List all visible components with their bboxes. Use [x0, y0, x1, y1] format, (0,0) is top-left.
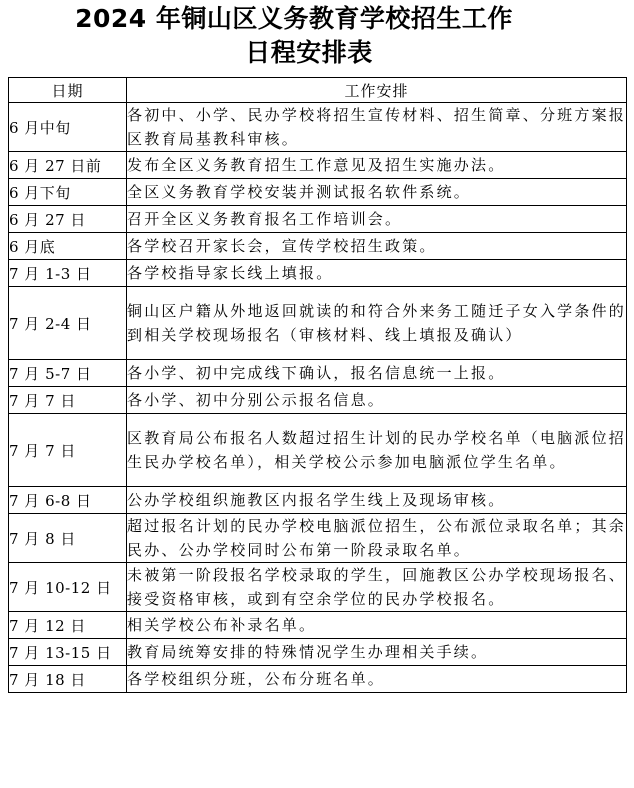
row-task: 各学校召开家长会，宣传学校招生政策。 — [127, 233, 627, 260]
row-date: 7 月 5-7 日 — [9, 360, 127, 387]
table-row — [9, 233, 627, 260]
table-row — [9, 179, 627, 206]
row-task: 未被第一阶段报名学校录取的学生，回施教区公办学校现场报名、接受资格审核，或到有空余学位的民办学校报名。 — [127, 563, 627, 612]
row-date: 7 月 12 日 — [9, 612, 127, 639]
row-task: 各初中、小学、民办学校将招生宣传材料、招生简章、分班方案报区教育局基教科审核。 — [127, 103, 627, 152]
table-row — [9, 612, 627, 639]
row-date: 7 月 18 日 — [9, 666, 127, 693]
row-task: 各学校指导家长线上填报。 — [127, 260, 627, 287]
row-task: 铜山区户籍从外地返回就读的和符合外来务工随迁子女入学条件的到相关学校现场报名（审核材料、线上填报及确认） — [127, 287, 627, 360]
row-task: 相关学校公布补录名单。 — [127, 612, 627, 639]
row-task: 召开全区义务教育报名工作培训会。 — [127, 206, 627, 233]
row-date: 7 月 7 日 — [9, 387, 127, 414]
row-task: 教育局统筹安排的特殊情况学生办理相关手续。 — [127, 639, 627, 666]
schedule-table — [8, 77, 627, 693]
row-task: 公办学校组织施教区内报名学生线上及现场审核。 — [127, 487, 627, 514]
row-date: 7 月 10-12 日 — [9, 563, 127, 612]
row-date: 6 月下旬 — [9, 179, 127, 206]
row-task: 各小学、初中分别公示报名信息。 — [127, 387, 627, 414]
table-row — [9, 206, 627, 233]
table-row — [9, 260, 627, 287]
column-header-date: 日期 — [9, 78, 127, 103]
document-title-line1: 2024 年铜山区义务教育学校招生工作 — [75, 4, 513, 33]
table-row — [9, 414, 627, 487]
table-row — [9, 103, 627, 152]
row-date: 7 月 13-15 日 — [9, 639, 127, 666]
row-task: 区教育局公布报名人数超过招生计划的民办学校名单（电脑派位招生民办学校名单），相关学校公示参加电脑派位学生名单。 — [127, 414, 627, 487]
table-row — [9, 287, 627, 360]
row-date: 7 月 1-3 日 — [9, 260, 127, 287]
table-header-row — [9, 78, 627, 103]
table-row — [9, 563, 627, 612]
table-row — [9, 514, 627, 563]
row-date: 7 月 2-4 日 — [9, 287, 127, 360]
row-date: 6 月 27 日前 — [9, 152, 127, 179]
row-date: 7 月 6-8 日 — [9, 487, 127, 514]
row-task: 超过报名计划的民办学校电脑派位招生，公布派位录取名单；其余民办、公办学校同时公布第一阶段录取名单。 — [127, 514, 627, 563]
row-task: 各小学、初中完成线下确认，报名信息统一上报。 — [127, 360, 627, 387]
table-row — [9, 152, 627, 179]
document-title-line2: 日程安排表 — [245, 38, 373, 67]
column-header-task: 工作安排 — [127, 78, 627, 103]
table-row — [9, 487, 627, 514]
table-row — [9, 387, 627, 414]
row-date: 7 月 8 日 — [9, 514, 127, 563]
row-date: 6 月底 — [9, 233, 127, 260]
table-row — [9, 360, 627, 387]
table-row — [9, 639, 627, 666]
row-task: 各学校组织分班，公布分班名单。 — [127, 666, 627, 693]
table-row — [9, 666, 627, 693]
row-date: 6 月中旬 — [9, 103, 127, 152]
row-task: 发布全区义务教育招生工作意见及招生实施办法。 — [127, 152, 627, 179]
row-date: 7 月 7 日 — [9, 414, 127, 487]
row-date: 6 月 27 日 — [9, 206, 127, 233]
row-task: 全区义务教育学校安装并测试报名软件系统。 — [127, 179, 627, 206]
